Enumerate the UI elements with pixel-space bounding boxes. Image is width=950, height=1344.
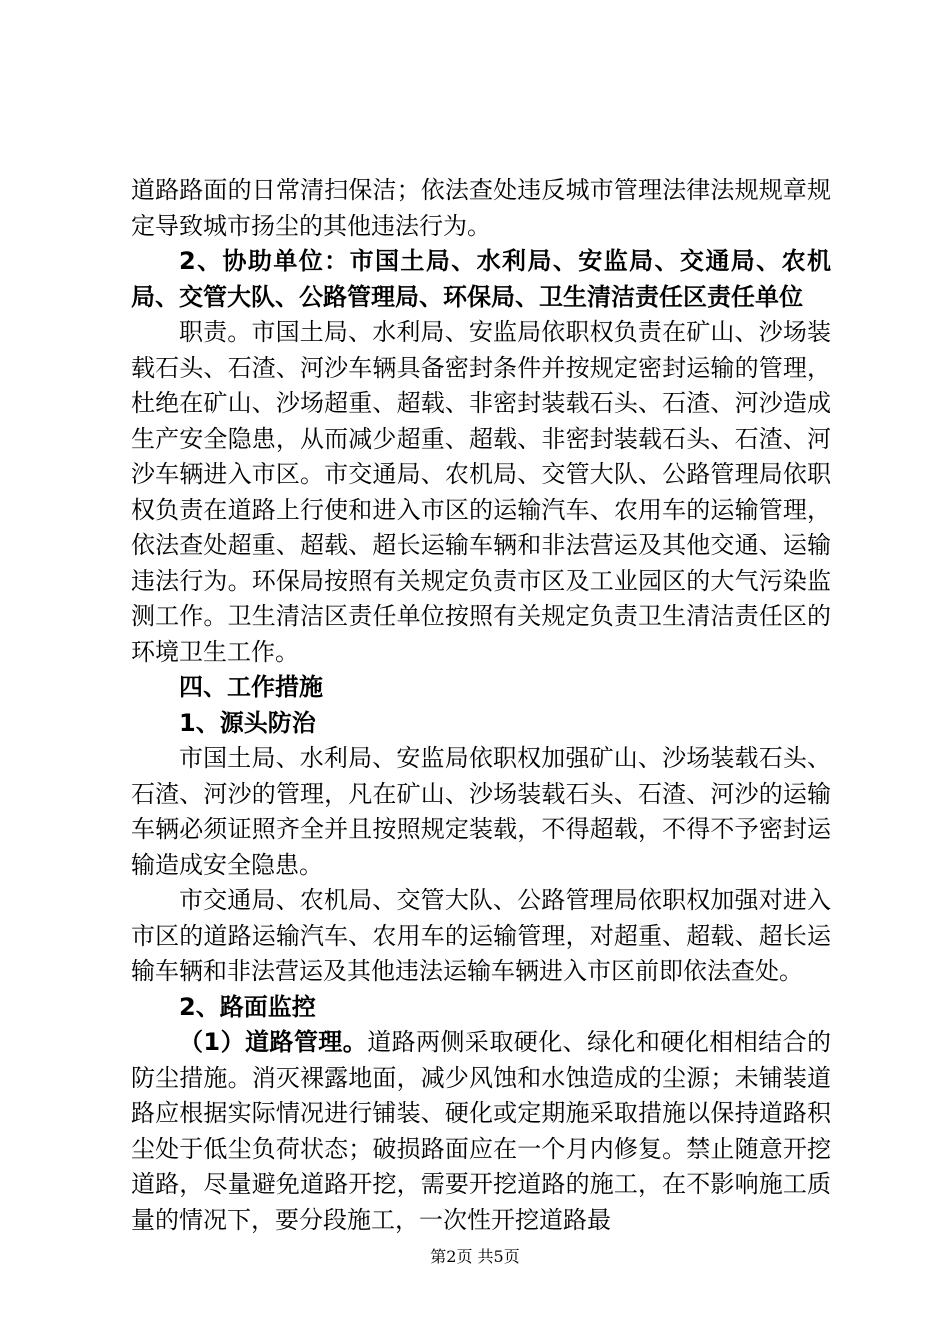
heading-source-control: 1、源头防治 — [179, 708, 316, 737]
paragraph-1: 道路路面的日常清扫保洁；依法查处违反城市管理法律法规规章规定导致城市扬尘的其他违法行为。 — [131, 176, 831, 240]
paragraph-duties: 职责。市国土局、水利局、安监局依职权负责在矿山、沙场装载石头、石渣、河沙车辆具备密封条件并按规定密封运输的管理，杜绝在矿山、沙场超重、超载、非密封装载石头、石渣、河沙造成生产安全隐患，从而减少超重、超载、非密封装载石头、石渣、河沙车辆进入市区。市交通局、农机局、交管大队、公路管理局依职权负责在道路上行使和进入市区的运输汽车、农用车的运输管理，依法查处超重、超载、超长运输车辆和非法营运及其他交通、运输违法行为。环保局按照有关规定负责市区及工业园区的大气污染监测工作。卫生清洁区责任单位按照有关规定负责卫生清洁责任区的环境卫生工作。 — [131, 318, 831, 666]
paragraph-source-1: 市国土局、水利局、安监局依职权加强矿山、沙场装载石头、石渣、河沙的管理，凡在矿山、沙场装载石头、石渣、河沙的运输车辆必须证照齐全并且按照规定装载，不得超载，不得不予密封运输造成安全隐患。 — [131, 744, 831, 879]
road-management-text: 道路两侧采取硬化、绿化和硬化相相结合的防尘措施。消灭裸露地面，减少风蚀和水蚀造成的尘源；未铺装道路应根据实际情况进行铺装、硬化或定期施采取措施以保持道路积尘处于低尘负荷状态；破损路面应在一个月内修复。禁止随意开挖道路，尽量避免道路开挖，需要开挖道路的施工，在不影响施工质量的情况下，要分段施工，一次性开挖道路最 — [131, 1028, 832, 1234]
document-body — [131, 173, 831, 1238]
paragraph-source-2: 市交通局、农机局、交管大队、公路管理局依职权加强对进入市区的道路运输汽车、农用车的运输管理，对超重、超载、超长运输车辆和非法营运及其他违法运输车辆进入市区前即依法查处。 — [131, 886, 831, 985]
page-footer: 第2页 共5页 — [430, 1247, 520, 1266]
heading-road-monitoring: 2、路面监控 — [179, 992, 316, 1021]
heading-work-measures: 四、工作措施 — [179, 673, 323, 701]
paragraph-road-management — [131, 1025, 831, 1238]
road-management-lead: （1）道路管理。 — [179, 1028, 368, 1056]
heading-assist-units: 2、协助单位：市国土局、水利局、安监局、交通局、农机局、交管大队、公路管理局、环保局、卫生清洁责任区责任单位 — [131, 247, 831, 311]
